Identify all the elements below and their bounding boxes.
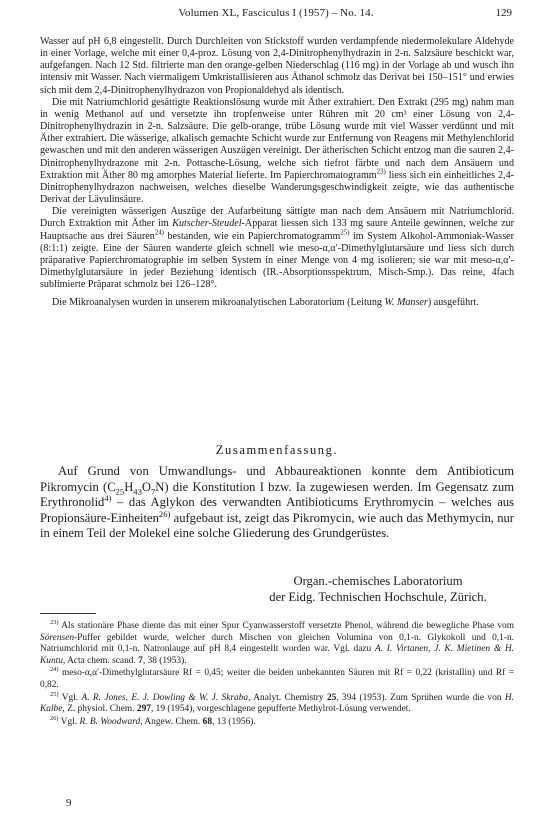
experimental-paragraph [40, 97, 514, 206]
footnote-ref: 4) [104, 493, 112, 503]
footnote-ref: 24) [154, 229, 164, 237]
text-run: H [124, 479, 134, 494]
text-run: , Angew. Chem. [140, 716, 203, 727]
footnote-ref: 26) [50, 714, 59, 722]
text-run: N) die Konstitution I bzw. Ia zugewiesen werden. Im Gegensatz zum Erythronolid [40, 479, 514, 510]
footnote-ref: 26) [158, 508, 171, 519]
italic-run: A. I. Virtanen, J. K. Mietinen & H. Kuntu [40, 644, 514, 666]
text-run: Vgl. [58, 716, 80, 727]
text-run: Auf Grund von Umwandlungs- und Abbaureaktionen konnte dem Antibioticum Pikromycin (C [40, 464, 514, 494]
text-run: , 38 (1953). [142, 655, 187, 666]
summary-paragraph [40, 464, 514, 542]
running-title: Volumen XL, Fasciculus I (1957) – No. 14. [178, 7, 374, 19]
running-header [40, 7, 512, 23]
text-run: Die Mikroanalysen wurden in unserem mikroanalytischen Laboratorium (Leitung [52, 297, 385, 309]
text-run: O [141, 479, 151, 494]
footnote [40, 668, 514, 691]
formula-subscript: 43 [133, 486, 142, 497]
italic-run: R. B. Woodward [79, 716, 141, 727]
formula-subscript: 25 [115, 486, 125, 497]
text-run: , Z. physiol. Chem. [62, 704, 137, 715]
text-run: im System Alkohol-Ammoniak-Wasser (8:1:1) zeigte. Eine der Säuren wanderte gleich schnell wie meso-α,α′-Dimethylglutarsäure und liess sich durch präparative Papierchromatographie im selben System in einer Menge von 4 mg isolieren; sie war mit meso-α,α′-Dimethylglutarsäure in jeder Beziehung identisch (IR.-Absorptionsspektrum, Misch-Smp.). Das reine, 4fach sublimierte Präparat schmolz bei 126–128°. [40, 230, 514, 291]
text-run: – das Aglykon des verwandten Antibioticums Erythromycin – welches aus Propionsäure-Einheiten [40, 495, 514, 525]
affiliation-line-2: der Eidg. Technischen Hochschule, Zürich. [269, 589, 487, 604]
text-run: Vgl. [58, 692, 82, 703]
footnote-ref: 25) [50, 690, 59, 698]
signature-mark: 9 [66, 797, 72, 809]
footnote-rule [40, 613, 96, 614]
text-run: Die vereinigten wässerigen Auszüge der Aufarbeitung sättigte man nach dem Ansäuern mit Natriumchlorid. Durch Extraktion mit Äther im [40, 206, 514, 230]
experimental-text [40, 36, 514, 309]
footnote-ref: 23) [376, 168, 386, 176]
footnote-ref: 24) [50, 666, 59, 674]
experimental-paragraph [40, 297, 514, 309]
text-run: meso-α,α′-Dimethylglutarsäure Rf = 0,45; weiter die beiden unbekannten Säuren mit Rf = 0,22 (kristallin) und Rf = 0,82. [40, 668, 514, 690]
text-run: , Analyt. Chemistry [248, 692, 327, 703]
text-run: Die mit Natriumchlorid gesättigte Reaktionslösung wurde mit Äther extrahiert. Den Extrakt (295 mg) nahm man in wenig Methanol auf und versetzte ihn tropfenweise unter Rühren mit 20 cm³ einer Lösung von 2,4-Dinitrophenylhydrazin in 2-n. Salzsäure. Die gelb-orange, trübe Lösung wurde mit viel Wasser verdünnt und mit Äther extrahiert. Die wässerige, alkalisch gemachte Schicht wurde zur Entfernung von Reagens mit Methylenchlorid gewaschen und mit den anderen wässerigen Auszügen vereinigt. Der ätherischen Schicht entzog man die sauren 2,4-Dinitrophenylhydrazone mit 2-n. Pottasche-Lösung, welche sich tiefrot färbte und nach dem Ansäuern und Extraktion mit Äther 80 mg amorphes Material lieferte. Im Papierchromatogramm [40, 96, 514, 181]
footnote-ref: 23) [50, 618, 59, 626]
affiliation-line-1: Organ.-chemisches Laboratorium [293, 574, 463, 588]
volume-number: 7 [138, 655, 143, 666]
footnote [40, 618, 514, 667]
text-run: Als stationäre Phase diente das mit einer Spur Cyanwasserstoff versetzte Phenol, während die bewegliche Phase vom [58, 621, 514, 631]
italic-run: Kutscher-Steudel [172, 218, 242, 230]
formula-subscript: 7 [150, 486, 156, 497]
text-run: -Puffer gebildet wurde, welcher durch Mischen von gleichen Volumina von 0,1-n. Glykokoll und 0,1-n. Natriumchlorid mit 0,1-n. Natronlauge auf pH 8,4 eingestellt worden war. Vgl. dazu [40, 632, 514, 655]
text-run: , 13 (1956). [212, 716, 256, 727]
volume-number: 68 [202, 716, 212, 727]
footnote [40, 690, 514, 716]
text-run: , Acta chem. scand. [62, 655, 139, 666]
volume-number: 297 [136, 704, 151, 715]
italic-run: Sörensen [40, 632, 75, 643]
text-run: , 394 (1953). Zum Sprühen wurde die von [336, 692, 505, 703]
text-run: ) ausgeführt. [427, 297, 479, 309]
italic-run: W. Manser [384, 297, 428, 309]
text-run: -Apparat liessen sich 133 mg saure Anteile gewinnen, welche zur Hauptsache aus drei Säuren [40, 218, 514, 242]
footnote [40, 714, 514, 729]
italic-run: H. Kalbe [40, 692, 514, 715]
volume-number: 25 [326, 692, 337, 703]
italic-run: A. R. Jones, E. J. Dowling & W. J. Skraba [81, 692, 249, 703]
text-run: , 19 (1954), vorgeschlagene gepufferte Methylrot-Lösung verwendet. [150, 704, 411, 715]
text-run: bestanden, wie ein Papierchromatogramm [163, 230, 341, 242]
text-run: aufgebaut ist, zeigt das Pikromycin, wie auch das Methymycin, nur in einem Teil der Molekel eine solche Gliederung des Grundgerüstes. [40, 510, 514, 541]
experimental-paragraph: Wasser auf pH 6,8 eingestellt. Durch Durchleiten von Stickstoff wurden verdampfende niedermolekulare Aldehyde in einer Vorlage, welche mit einer 0,4-proz. Lösung von 2,4-Dinitrophenylhydrazin in 2-n. Salzsäure beschickt war, aufgefangen. Nach 12 Std. filtrierte man den orange-gelben Niederschlag (116 mg) in der Vorlage ab und wusch ihn intensiv mit Wasser. Nach viermaligem Umkristallisieren aus Äthanol schmolz das Derivat bei 150–151° und erwies sich mit dem 2,4-Dinitrophenylhydrazon von Propionaldehyd als identisch. [40, 36, 514, 96]
summary-text [40, 464, 514, 542]
page-number: 129 [495, 7, 512, 19]
experimental-paragraph [40, 206, 514, 291]
footnote-ref: 25) [340, 229, 350, 237]
section-title: Zusammenfassung. [215, 443, 339, 457]
text-run: liess sich ein einheitliches 2,4-Dinitrophenylhydrazon nachweisen, welches dieselbe Wanderungsgeschwindigkeit zeigte, wie das authentische Derivat der Lävulinsäure. [40, 169, 514, 206]
footnotes [40, 618, 514, 728]
affiliation [242, 574, 514, 605]
